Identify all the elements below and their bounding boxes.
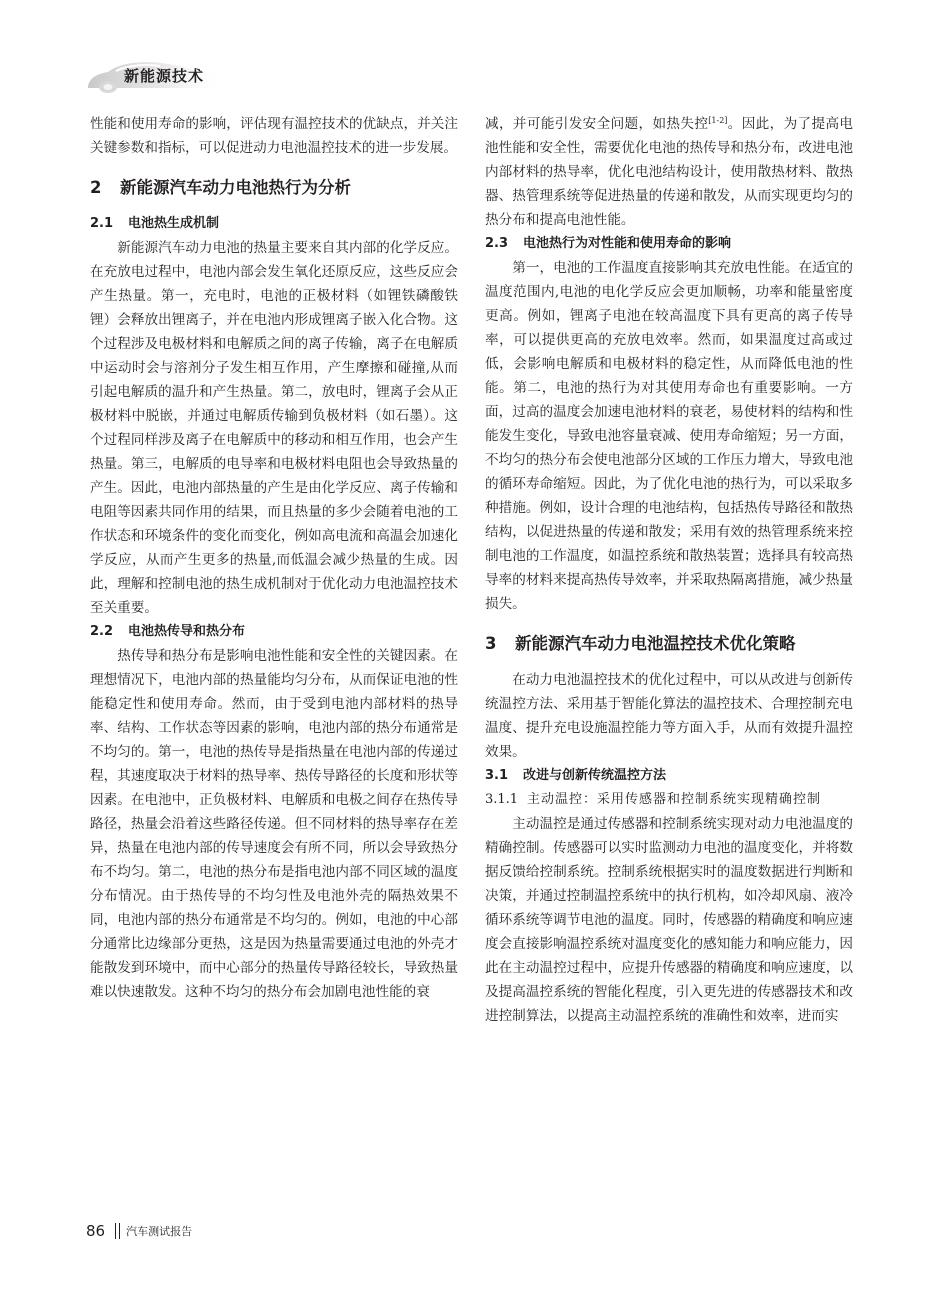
section-3-1-1-heading — [485, 788, 853, 812]
section-3-1-heading — [485, 764, 853, 788]
continuation-text: 减，并可能引发安全问题，如热失控 — [485, 116, 709, 132]
section-2-3-heading — [485, 232, 853, 256]
section-number: 2.1 — [90, 216, 114, 231]
section-2-3-paragraph: 第一，电池的工作温度直接影响其充放电性能。在适宜的温度范围内,电池的电化学反应会更加顺畅，功率和能量密度更高。例如，锂离子电池在较高温度下具有更高的离子传导率，可以提供更高的充放电效率。然而，如果温度过高或过低，会影响电解质和电极材料的稳定性，从而降低电池的性能。第二，电池的热行为对其使用寿命也有重要影响。一方面，过高的温度会加速电池材料的衰老，易使材料的结构和性能发生变化，导致电池容量衰减、使用寿命缩短；另一方面，不均匀的热分布会使电池部分区域的工作压力增大，导致电池的循环寿命缩短。因此，为了优化电池的热行为，可以采取多种措施。例如，设计合理的电池结构，包括热传导路径和散热结构，以促进热量的传递和散发；采用有效的热管理系统来控制电池的工作温度，如温控系统和散热装置；选择具有较高热导率的材料来提高热传导效率，并采取热隔离措施，减少热量损失。 — [485, 260, 853, 612]
continuation-text: 。因此，为了提高电池性能和安全性，需要优化电池的热传导和热分布，改进电池内部材料的热导率，优化电池结构设计，使用散热材料、散热器、热管理系统等促进热量的传递和散发，从而实现更均匀的热分布和提高电池性能。 — [485, 116, 854, 228]
section-title: 电池热传导和热分布 — [128, 624, 246, 639]
running-header — [86, 56, 506, 96]
journal-name: 新能源技术 — [124, 67, 205, 85]
left-column — [90, 112, 458, 1004]
section-2-2-heading — [90, 620, 458, 644]
section-2-1-heading — [90, 212, 458, 236]
section-3-1-1-paragraph: 主动温控是通过传感器和控制系统实现对动力电池温度的精确控制。传感器可以实时监测动力电池的温度变化，并将数据反馈给控制系统。控制系统根据实时的温度数据进行判断和决策，并通过控制温控系统中的执行机构，如冷却风扇、液冷循环系统等调节电池的温度。同时，传感器的精确度和响应速度会直接影响温控系统对温度变化的感知能力和响应能力，因此在主动温控过程中，应提升传感器的精确度和响应速度，以及提高温控系统的智能化程度，引入更先进的传感器技术和改进控制算法，以提高主动温控系统的准确性和效率，进而实 — [485, 816, 853, 1024]
section-2-heading — [90, 176, 458, 200]
footer-divider — [115, 1223, 120, 1239]
citation-ref: [1-2] — [708, 116, 728, 125]
section-3-heading — [485, 632, 853, 656]
page-footer — [86, 1219, 192, 1243]
section-number: 2.2 — [90, 624, 114, 639]
section-2-1-paragraph: 新能源汽车动力电池的热量主要来自其内部的化学反应。在充放电过程中，电池内部会发生氧化还原反应，这些反应会产生热量。第一，充电时，电池的正极材料（如锂铁磷酸铁锂）会释放出锂离子，并在电池内形成锂离子嵌入化合物。这个过程涉及电极材料和电解质之间的离子传输，离子在电解质中运动时会与溶剂分子发生相互作用，产生摩擦和碰撞,从而引起电解质的温升和产生热量。第二，放电时，锂离子会从正极材料中脱嵌，并通过电解质传输到负极材料（如石墨）。这个过程同样涉及离子在电解质中的移动和相互作用，也会产生热量。第三，电解质的电导率和电极材料电阻也会导致热量的产生。因此，电池内部热量的产生是由化学反应、离子传输和电阻等因素共同作用的结果，而且热量的多少会随着电池的工作状态和环境条件的变化而变化，例如高电流和高温会加速化学反应，从而产生更多的热量,而低温会减少热量的生成。因此，理解和控制电池的热生成机制对于优化动力电池温控技术至关重要。 — [90, 240, 458, 616]
section-number: 3.1 — [485, 768, 509, 783]
section-number: 3 — [485, 634, 497, 653]
section-number: 2.3 — [485, 236, 509, 251]
section-title: 电池热生成机制 — [128, 216, 220, 231]
section-title: 改进与创新传统温控方法 — [523, 768, 667, 783]
intro-continuation: 性能和使用寿命的影响，评估现有温控技术的优缺点，并关注关键参数和指标，可以促进动力电池温控技术的进一步发展。 — [90, 116, 458, 156]
right-column — [485, 112, 853, 1028]
footer-journal-name: 汽车测试报告 — [126, 1225, 193, 1238]
section-title: 电池热行为对性能和使用寿命的影响 — [523, 236, 732, 251]
section-number: 2 — [90, 178, 102, 197]
section-title: 主动温控：采用传感器和控制系统实现精确控制 — [527, 792, 822, 807]
section-3-paragraph: 在动力电池温控技术的优化过程中，可以从改进与创新传统温控方法、采用基于智能化算法的温控技术、合理控制充电温度、提升充电设施温控能力等方面入手，从而有效提升温控效果。 — [485, 672, 853, 760]
section-number: 3.1.1 — [485, 792, 519, 807]
page-number: 86 — [86, 1222, 106, 1240]
section-2-2-paragraph: 热传导和热分布是影响电池性能和安全性的关键因素。在理想情况下，电池内部的热量能均匀分布，从而保证电池的性能稳定性和使用寿命。然而，由于受到电池内部材料的热导率、结构、工作状态等因素的影响，电池内部的热分布通常是不均匀的。第一，电池的热传导是指热量在电池内部的传递过程，其速度取决于材料的热导率、热传导路径的长度和形状等因素。在电池中，正负极材料、电解质和电极之间存在热传导路径，热量会沿着这些路径传递。但不同材料的热导率存在差异，热量在电池内部的传导速度会有所不同，所以会导致热分布不均匀。第二，电池的热分布是指电池内部不同区域的温度分布情况。由于热传导的不均匀性及电池外壳的隔热效果不同，电池内部的热分布通常是不均匀的。例如，电池的中心部分通常比边缘部分更热，这是因为热量需要通过电池的外壳才能散发到环境中，而中心部分的热量传导路径较长，导致热量难以快速散发。这种不均匀的热分布会加剧电池性能的衰 — [90, 648, 458, 1000]
section-title: 新能源汽车动力电池温控技术优化策略 — [515, 634, 796, 653]
section-title: 新能源汽车动力电池热行为分析 — [120, 178, 351, 197]
section-2-2-continuation — [485, 112, 853, 232]
